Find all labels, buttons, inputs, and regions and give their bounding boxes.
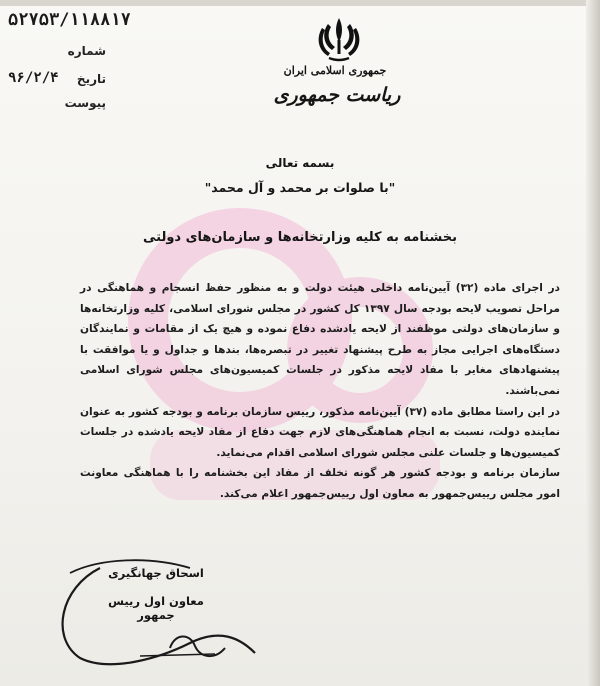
body-paragraph-2: در این راستا مطابق ماده (۳۷) آیین‌نامه مذکور، رییس سازمان برنامه و بودجه کشور به عنوان نماینده دولت، نسبت به انجام هماهنگی‌های لازم جهت دفاع از مفاد لایحه یادشده در جلسات کمیسیون‌ها و جلسات علنی مجلس شورای اسلامی اقدام می‌نماید. [80,405,560,459]
letter-title: بخشنامه به کلیه وزارتخانه‌ها و سازمان‌های دولتی [142,230,458,245]
signatory-name: اسحاق جهانگیری [108,566,204,580]
letter-number: ۵۲۷۵۳/۱۱۸۸۱۷ [8,10,131,30]
letter-body [80,278,560,505]
body-paragraph-1: در اجرای ماده (۳۲) آیین‌نامه داخلی هیئت دولت و به منظور حفظ انسجام و هماهنگی در مراحل تصویب لایحه بودجه سال ۱۳۹۷ کل کشور در مجلس شورای اسلامی، کلیه وزارتخانه‌ها و سازمان‌های دولتی موظفند از لایحه یادشده دفاع نموده و هیچ یک از مقامات و نمایندگان دستگاه‌های اجرایی مجاز به طرح پیشنهاد تغییر در تبصره‌ها، بندها و جداول و یا موافقت با پیشنهادهای مغایر با مفاد لایحه مذکور در جلسات کمیسیون‌های مجلس شورای اسلامی نمی‌باشند. [80,282,560,397]
letter-date: ۹۶/۲/۴ [8,70,59,86]
republic-label: جمهوری اسلامی ایران [283,64,387,77]
date-label: تاریخ [76,72,106,86]
attachment-label: پیوست [64,96,106,110]
body-paragraph-3: سازمان برنامه و بودجه کشور هر گونه تخلف از مفاد این بخشنامه را با هماهنگی معاونت امور مجلس رییس‌جمهور به معاون اول رییس‌جمهور اعلام می‌کند. [80,467,560,500]
paper-right-edge [586,0,600,686]
presidency-label: ریاست جمهوری [273,84,401,106]
paper-top-edge [0,0,600,6]
signatory-title: معاون اول رییس جمهور [108,594,204,622]
bismillah: بسمه تعالی [265,156,335,170]
number-label: شماره [67,44,106,58]
salawat: "با صلوات بر محمد و آل محمد" [204,180,396,195]
iran-emblem-icon [314,14,364,64]
